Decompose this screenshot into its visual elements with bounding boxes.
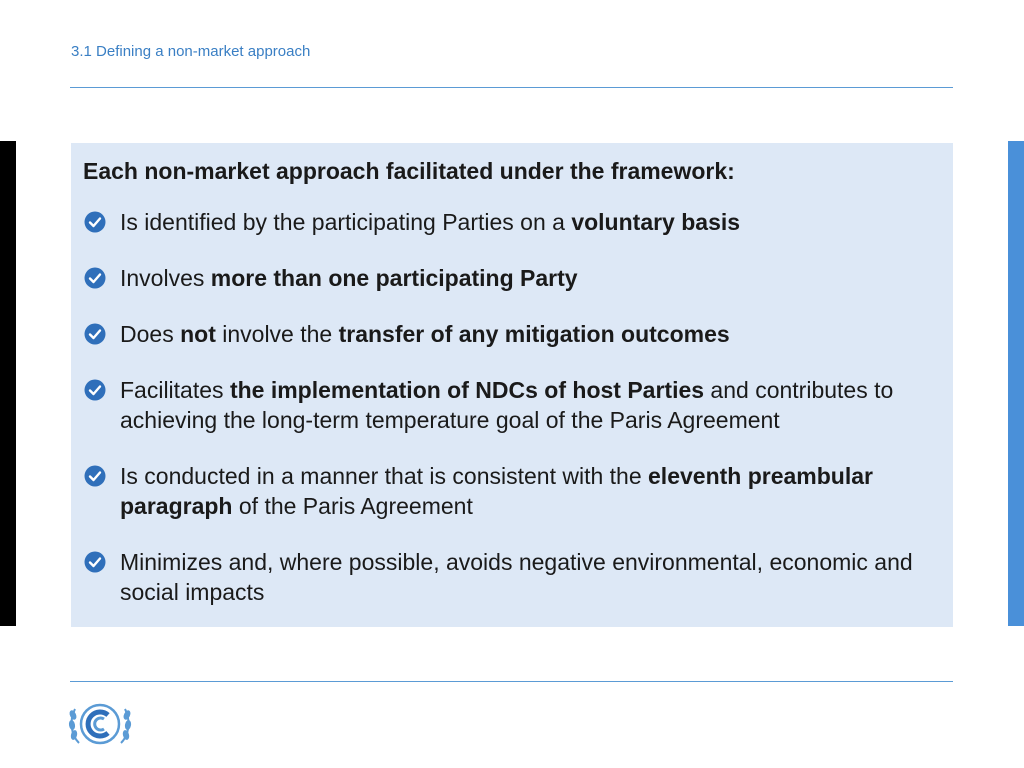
bullet-text: involve the [215, 321, 339, 347]
bullet-text: of the Paris Agreement [232, 493, 473, 519]
bullet-list [83, 207, 943, 633]
header-divider [70, 87, 953, 88]
footer-divider [70, 681, 953, 682]
bullet-text-bold: transfer of any mitigation outcomes [338, 321, 730, 347]
right-accent-bar [1008, 141, 1024, 626]
bullet-item [83, 547, 943, 607]
bullet-text-bold: the implementation of NDCs of host Parties [229, 377, 705, 403]
bullet-text-bold: more than one participating Party [210, 265, 578, 291]
bullet-item [83, 461, 943, 521]
check-circle-icon [84, 267, 106, 289]
bullet-item [83, 375, 943, 435]
check-circle-icon [84, 465, 106, 487]
check-circle-icon [84, 323, 106, 345]
bullet-text: and contributes to achieving the long-term temperature goal of the Paris Agreement [120, 377, 894, 433]
check-circle-icon [84, 379, 106, 401]
bullet-text: Is conducted in a manner that is consistent with the [120, 463, 649, 489]
bullet-text-bold: not [180, 321, 216, 347]
bullet-item [83, 319, 943, 349]
check-circle-icon [84, 211, 106, 233]
check-circle-icon [84, 551, 106, 573]
bullet-item [83, 207, 943, 237]
bullet-text: Minimizes and, where possible, avoids negative environmental, economic and social impacts [120, 549, 913, 605]
bullet-text: Does [120, 321, 181, 347]
bullet-text: Facilitates [120, 377, 230, 403]
bullet-text-bold: eleventh preambular paragraph [120, 463, 873, 519]
bullet-text: Involves [120, 265, 211, 291]
section-header: 3.1 Defining a non-market approach [71, 43, 311, 60]
bullet-text-bold: voluntary basis [571, 209, 741, 235]
content-panel [71, 143, 953, 627]
left-accent-bar [0, 141, 16, 626]
bullet-item [83, 263, 943, 293]
unfccc-logo-icon [67, 697, 133, 751]
panel-heading: Each non-market approach facilitated under the framework: [83, 158, 735, 184]
bullet-text: Is identified by the participating Parties on a [120, 209, 572, 235]
